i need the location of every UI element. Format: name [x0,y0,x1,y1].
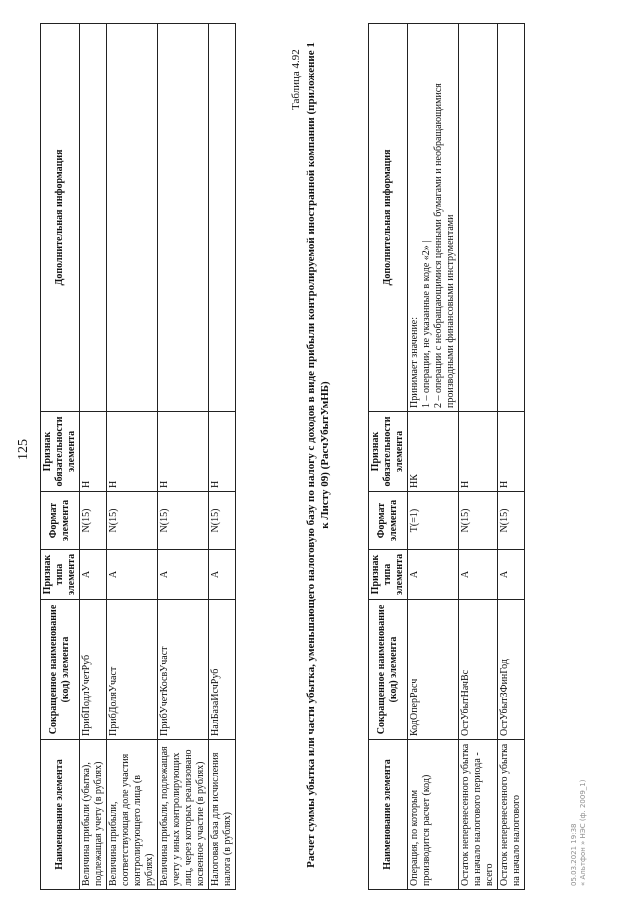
table-row [209,24,236,890]
table-cell: А [107,550,158,600]
table-cell: Н [80,412,107,492]
table-cell: N(15) [459,492,498,550]
table-cell: N(15) [209,492,236,550]
column-header: Сокращенное наименование (код) элемента [41,600,80,740]
table-cell: Н [209,412,236,492]
table-cell [158,24,209,412]
table-cell: А [158,550,209,600]
table-cell: А [498,550,525,600]
table-cell [498,24,525,412]
table-row [80,24,107,890]
table-cell: А [209,550,236,600]
table-cell: Налоговая база для исчисления налога (в рублях) [209,740,236,890]
table-cell: ОстУбытЗФинГод [498,600,525,740]
table-cell: ПрибДоляУчаст [107,600,158,740]
table-cell: НК [408,412,459,492]
table-row [498,24,525,890]
table-cell: ОстУбытНачВс [459,600,498,740]
column-header: Признак обязательности элемента [369,412,408,492]
table-cell [80,24,107,412]
column-header: Признак типа элемента [41,550,80,600]
table-cell: Н [158,412,209,492]
table-cell: N(15) [107,492,158,550]
table-cell [209,24,236,412]
table-cell: ПрибУчетКосвУчаст [158,600,209,740]
stamp-line: 05.03.2021 19:38 [570,823,578,886]
table-cell: А [459,550,498,600]
column-header: Дополнительная информация [369,24,408,412]
column-header: Сокращенное наименование (код) элемента [369,600,408,740]
table-row [107,24,158,890]
table-cell: ПрибПодлУчетРуб [80,600,107,740]
table-cell: N(15) [80,492,107,550]
column-header: Наименование элемента [369,740,408,890]
table-body [80,24,236,890]
table-cell: Величина прибыли, подлежащая учету у иных контролирующих лиц, через которых реализовано косвенное участие (в рублях) [158,740,209,890]
column-header: Формат элемента [41,492,80,550]
table-header-row [41,24,80,890]
table-cell: НалБазаИсчРуб [209,600,236,740]
table-cell: КодОперРасч [408,600,459,740]
column-header: Наименование элемента [41,740,80,890]
table-cell: Н [107,412,158,492]
table-cell: Остаток неперенесенного убытка на начало налогового периода - всего [459,740,498,890]
table-cell: N(15) [498,492,525,550]
table-cell: Н [459,412,498,492]
table-row [459,24,498,890]
page-number: 125 [16,439,31,460]
element-table-bottom [368,23,525,890]
table-number-label: Таблица 4.92 [290,49,302,110]
table-cell [107,24,158,412]
table-header-row [369,24,408,890]
table-cell: Н [498,412,525,492]
table-cell: Величина прибыли, соответствующая доле участия контролирующего лица (в рублях) [107,740,158,890]
scan-stamp [570,780,589,886]
table-cell: Величина прибыли (убытка), подлежащая учету (в рублях) [80,740,107,890]
table-cell: Остаток неперенесенного убытка на начало налогового [498,740,525,890]
table-row [158,24,209,890]
table-row [408,24,459,890]
table-cell: N(15) [158,492,209,550]
table-cell: Принимает значение: 1 – операции, не указанные в коде «2» | 2 – операции с необращающимися ценными бумагами и необращающимися производными финансовыми инструментами [408,24,459,412]
table-cell [459,24,498,412]
table-cell: А [408,550,459,600]
element-table-top [40,23,236,890]
column-header: Дополнительная информация [41,24,80,412]
column-header: Признак обязательности элемента [41,412,80,492]
column-header: Признак типа элемента [369,550,408,600]
column-header: Формат элемента [369,492,408,550]
table-cell: Операция, по которым производится расчет (код) [408,740,459,890]
table-cell: T(=1) [408,492,459,550]
stamp-line: « Альтфон » НЭС (ф. 2009_1) [579,779,588,886]
table-cell: А [80,550,107,600]
table-title: Расчет суммы убытка или части убытка, уменьшающего налоговую базу по налогу с доходов в виде прибыли контролируемой иностранной компании (приложение 1 к Листу 09) (РасчУбытУмНБ) [305,42,331,868]
table-body [408,24,525,890]
